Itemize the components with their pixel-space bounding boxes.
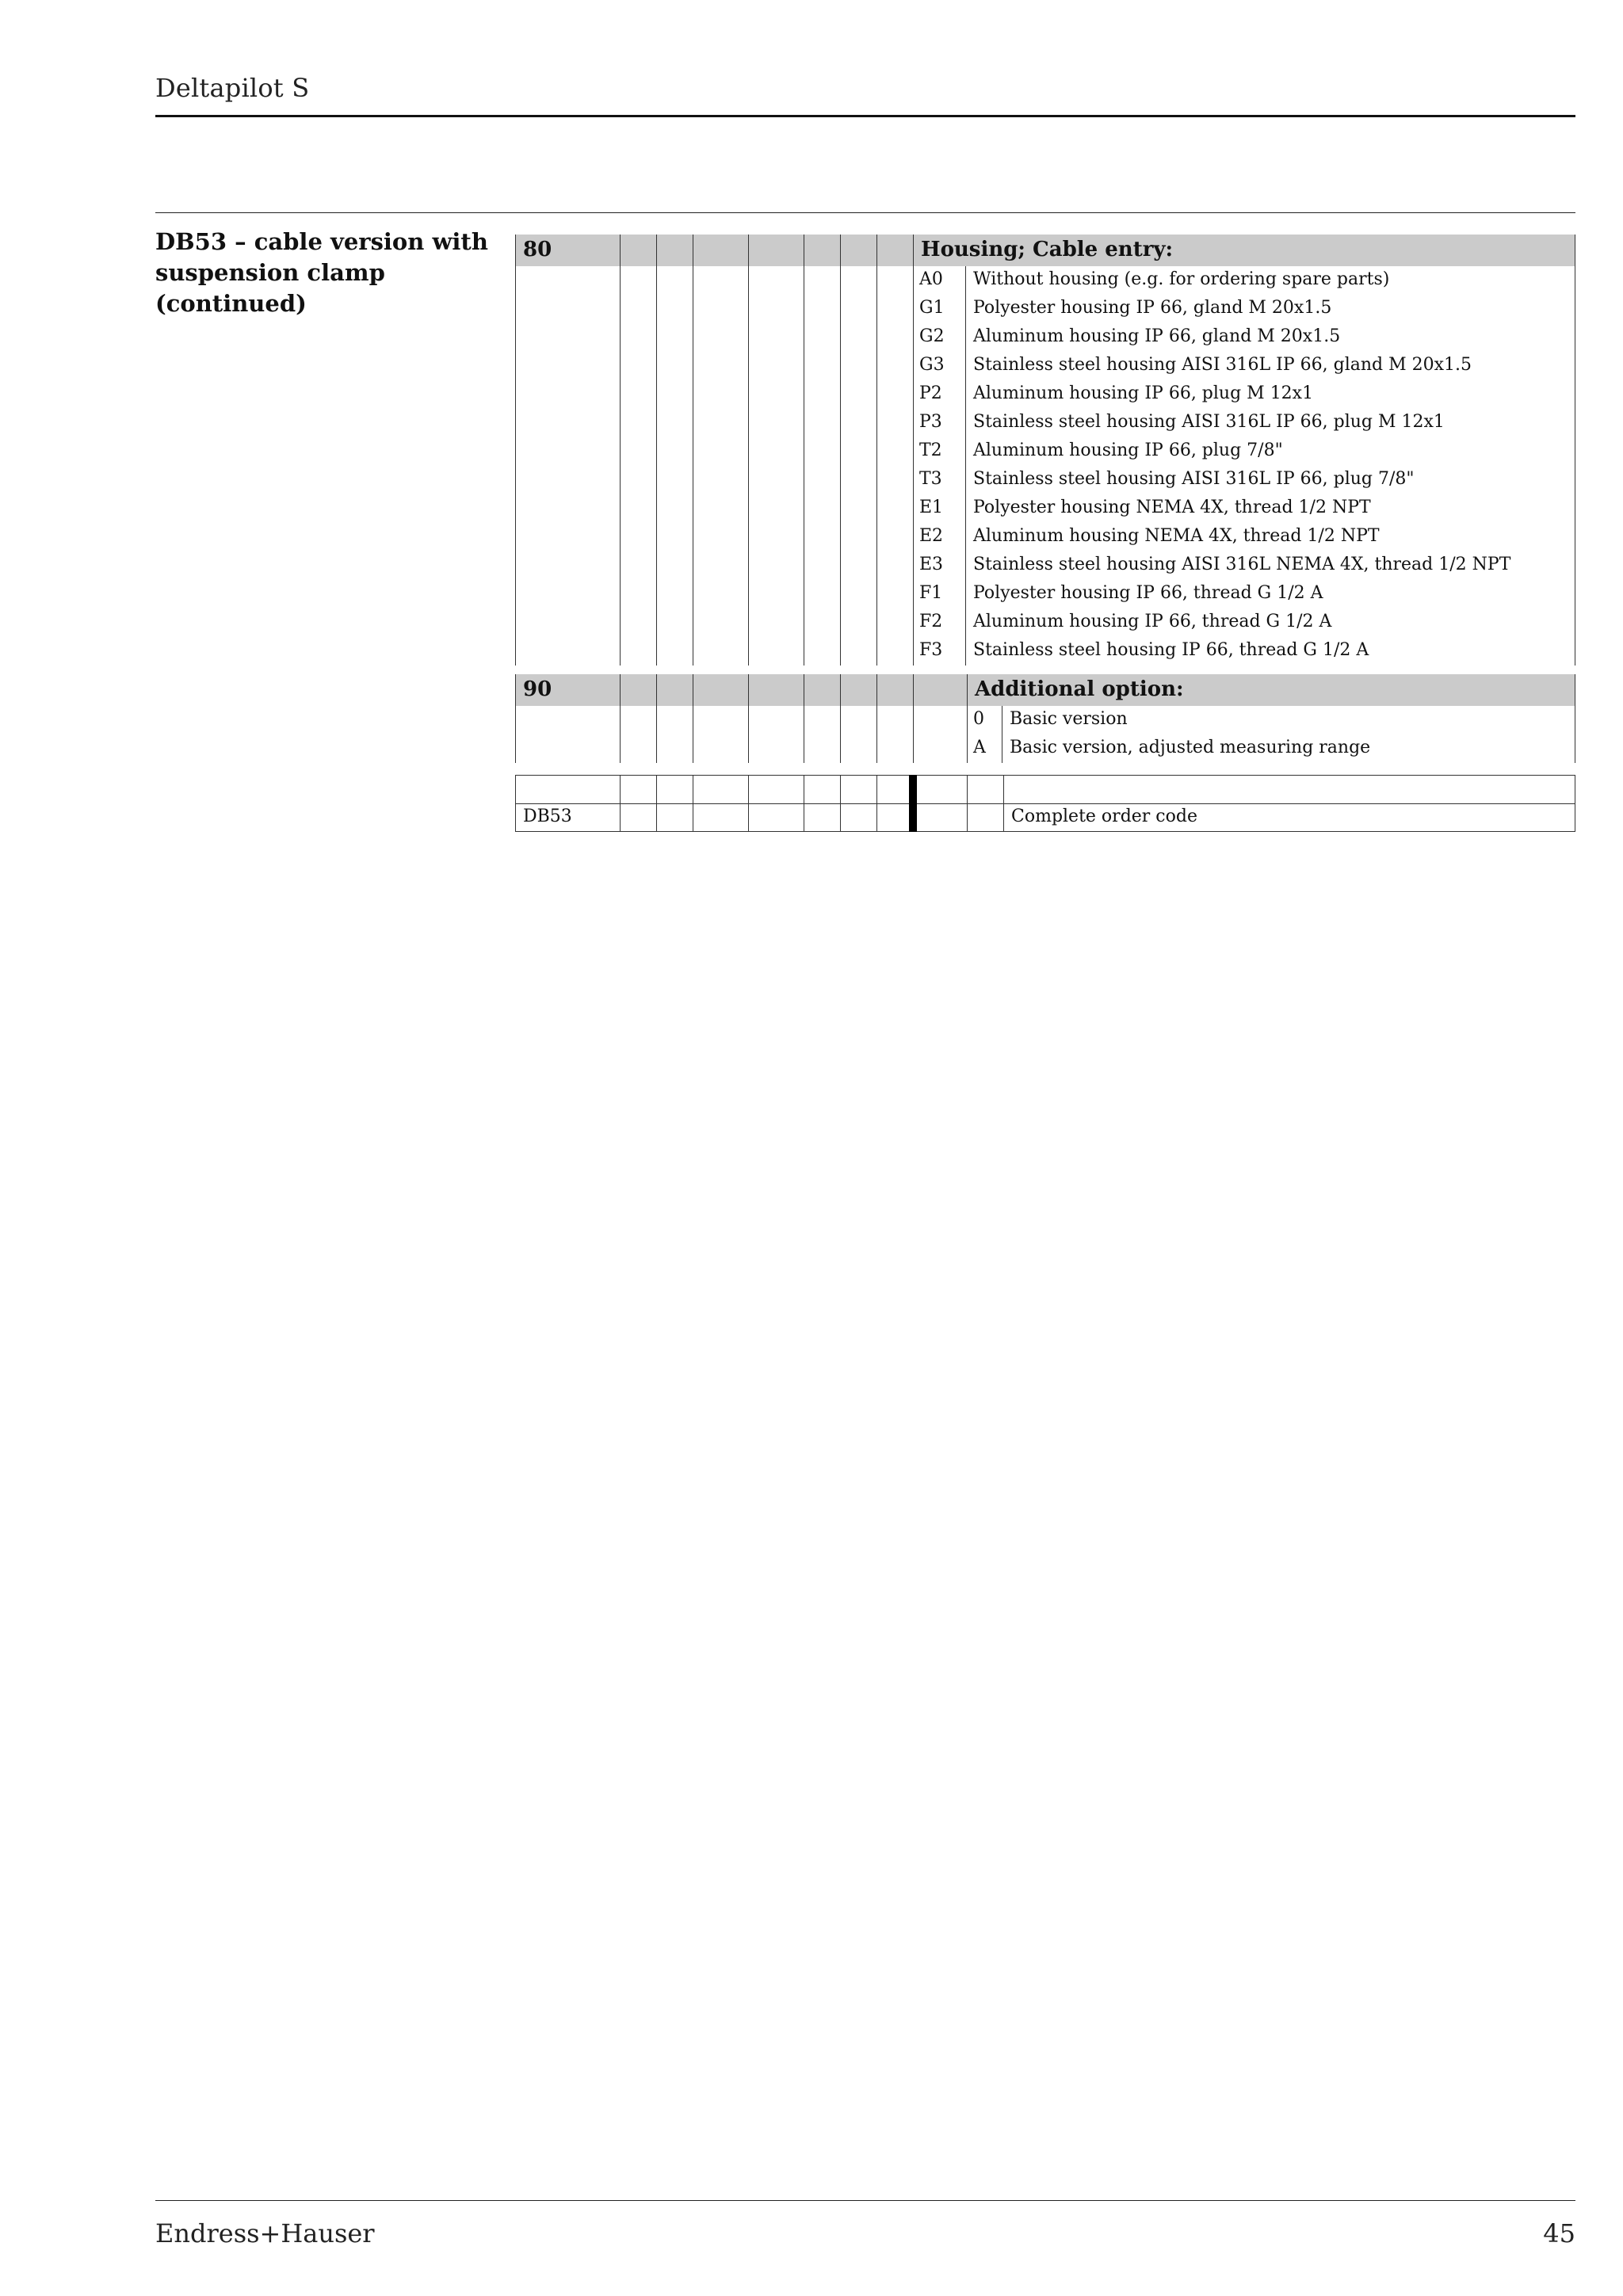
grid-line <box>656 323 657 352</box>
separator-bar <box>909 775 917 803</box>
grid-line <box>967 734 968 763</box>
grid-line <box>656 380 657 409</box>
grid-line <box>656 734 657 763</box>
option-row <box>515 580 1575 608</box>
grid-line <box>876 235 877 266</box>
grid-line <box>965 437 966 466</box>
grid-line <box>876 674 877 706</box>
grid-line <box>876 437 877 466</box>
grid-line <box>876 775 877 803</box>
option-code: E2 <box>919 526 944 546</box>
option-code: G1 <box>919 298 945 318</box>
option-description: Polyester housing IP 66, gland M 20x1.5 <box>973 298 1332 318</box>
option-description: Stainless steel housing AISI 316L IP 66, gland M 20x1.5 <box>973 355 1472 375</box>
grid-line <box>620 734 621 763</box>
grid-line <box>913 323 914 352</box>
grid-line <box>656 674 657 706</box>
block-title: Housing; Cable entry: <box>921 238 1174 261</box>
grid-line <box>840 706 841 734</box>
grid-line <box>515 523 516 551</box>
grid-line <box>876 706 877 734</box>
grid-line <box>840 295 841 323</box>
table-block-80 <box>515 235 1575 666</box>
option-row <box>515 323 1575 352</box>
block-code: 90 <box>523 677 552 701</box>
grid-line <box>515 295 516 323</box>
grid-line <box>840 266 841 295</box>
grid-line <box>965 295 966 323</box>
option-row <box>515 295 1575 323</box>
option-description: Stainless steel housing IP 66, thread G 1/2 A <box>973 640 1369 660</box>
grid-line <box>656 466 657 494</box>
grid-line <box>656 803 657 832</box>
grid-line <box>748 437 749 466</box>
grid-line <box>656 437 657 466</box>
grid-line <box>913 437 914 466</box>
block-header-row <box>515 235 1575 266</box>
grid-line <box>656 608 657 637</box>
option-row <box>515 706 1575 734</box>
grid-line <box>748 580 749 608</box>
grid-line <box>913 523 914 551</box>
grid-line <box>620 266 621 295</box>
option-code: F1 <box>919 583 943 603</box>
grid-line <box>913 608 914 637</box>
grid-line <box>748 295 749 323</box>
grid-line <box>748 494 749 523</box>
order-code-table <box>515 775 1575 832</box>
option-row <box>515 551 1575 580</box>
grid-line <box>620 295 621 323</box>
grid-line <box>967 706 968 734</box>
grid-line <box>913 637 914 666</box>
footer-brand: Endress+Hauser <box>155 2218 375 2248</box>
option-row <box>515 734 1575 763</box>
option-description: Basic version <box>1010 709 1128 729</box>
option-row <box>515 608 1575 637</box>
option-row <box>515 466 1575 494</box>
document-header-title: Deltapilot S <box>155 73 310 103</box>
grid-line <box>620 637 621 666</box>
grid-line <box>840 494 841 523</box>
grid-line <box>965 637 966 666</box>
grid-line <box>515 323 516 352</box>
grid-line <box>913 266 914 295</box>
table-block-90 <box>515 674 1575 763</box>
grid-line <box>620 523 621 551</box>
grid-line <box>656 409 657 437</box>
option-description: Aluminum housing IP 66, plug M 12x1 <box>973 383 1314 403</box>
section-rule <box>155 212 1575 213</box>
grid-line <box>515 551 516 580</box>
option-row <box>515 494 1575 523</box>
grid-line <box>748 551 749 580</box>
option-description: Polyester housing IP 66, thread G 1/2 A <box>973 583 1323 603</box>
grid-line <box>748 706 749 734</box>
grid-line <box>840 637 841 666</box>
grid-line <box>876 608 877 637</box>
grid-line <box>876 266 877 295</box>
grid-line <box>620 323 621 352</box>
grid-line <box>656 580 657 608</box>
option-code: G3 <box>919 355 945 375</box>
grid-line <box>656 266 657 295</box>
grid-line <box>965 466 966 494</box>
grid-line <box>515 380 516 409</box>
option-row <box>515 266 1575 295</box>
grid-line <box>515 494 516 523</box>
grid-line <box>913 466 914 494</box>
grid-line <box>620 551 621 580</box>
grid-line <box>876 637 877 666</box>
option-code: 0 <box>973 709 984 729</box>
option-description: Stainless steel housing AISI 316L IP 66, plug M 12x1 <box>973 412 1445 432</box>
grid-line <box>1003 803 1004 832</box>
option-description: Stainless steel housing AISI 316L NEMA 4X, thread 1/2 NPT <box>973 555 1511 574</box>
grid-line <box>840 674 841 706</box>
grid-line <box>656 706 657 734</box>
option-code: E1 <box>919 498 944 517</box>
block-code: 80 <box>523 238 552 261</box>
grid-line <box>913 235 914 266</box>
grid-line <box>913 580 914 608</box>
option-code: E3 <box>919 555 944 574</box>
grid-line <box>515 235 516 266</box>
grid-line <box>656 235 657 266</box>
grid-line <box>967 803 968 832</box>
grid-line <box>748 466 749 494</box>
grid-line <box>748 235 749 266</box>
grid-line <box>840 235 841 266</box>
option-code: G2 <box>919 326 945 346</box>
grid-line <box>748 637 749 666</box>
grid-line <box>913 352 914 380</box>
grid-line <box>748 266 749 295</box>
grid-line <box>515 706 516 734</box>
option-description: Stainless steel housing AISI 316L IP 66, plug 7/8" <box>973 469 1415 489</box>
grid-line <box>840 409 841 437</box>
grid-line <box>620 409 621 437</box>
grid-line <box>656 494 657 523</box>
grid-line <box>913 295 914 323</box>
grid-line <box>840 380 841 409</box>
grid-line <box>965 266 966 295</box>
option-description: Basic version, adjusted measuring range <box>1010 738 1371 757</box>
grid-line <box>748 323 749 352</box>
header-shade <box>516 674 967 706</box>
grid-line <box>515 409 516 437</box>
grid-line <box>620 466 621 494</box>
grid-line <box>515 674 516 706</box>
grid-line <box>515 580 516 608</box>
grid-line <box>876 323 877 352</box>
grid-line <box>840 466 841 494</box>
grid-line <box>515 352 516 380</box>
block-header-row <box>515 674 1575 706</box>
grid-line <box>840 734 841 763</box>
grid-line <box>840 352 841 380</box>
grid-line <box>876 352 877 380</box>
grid-line <box>965 494 966 523</box>
grid-line <box>748 734 749 763</box>
grid-line <box>748 352 749 380</box>
grid-line <box>656 352 657 380</box>
grid-line <box>840 580 841 608</box>
header-shade <box>516 235 913 266</box>
option-code: F3 <box>919 640 943 660</box>
grid-line <box>965 352 966 380</box>
grid-line <box>876 409 877 437</box>
option-code: A0 <box>919 269 943 289</box>
grid-line <box>913 551 914 580</box>
grid-line <box>748 608 749 637</box>
grid-line <box>515 466 516 494</box>
grid-line <box>748 380 749 409</box>
grid-line <box>965 323 966 352</box>
section-heading: DB53 – cable version with suspension clamp (continued) <box>155 228 488 317</box>
grid-line <box>840 437 841 466</box>
option-description: Aluminum housing NEMA 4X, thread 1/2 NPT <box>973 526 1380 546</box>
order-code-row <box>515 803 1575 832</box>
grid-line <box>515 775 1575 776</box>
grid-line <box>876 803 877 832</box>
grid-line <box>620 494 621 523</box>
grid-line <box>840 803 841 832</box>
option-row <box>515 637 1575 666</box>
order-product-code: DB53 <box>523 807 572 826</box>
grid-line <box>965 580 966 608</box>
option-description: Polyester housing NEMA 4X, thread 1/2 NPT <box>973 498 1371 517</box>
grid-line <box>913 706 914 734</box>
block-title: Additional option: <box>975 677 1184 701</box>
grid-line <box>965 551 966 580</box>
order-code-blank-row <box>515 775 1575 803</box>
grid-line <box>748 775 749 803</box>
grid-line <box>748 674 749 706</box>
grid-line <box>620 352 621 380</box>
grid-line <box>840 523 841 551</box>
grid-line <box>913 734 914 763</box>
grid-line <box>620 706 621 734</box>
option-row <box>515 352 1575 380</box>
grid-line <box>913 674 914 706</box>
grid-line <box>840 775 841 803</box>
separator-bar <box>909 803 917 832</box>
grid-line <box>515 775 516 803</box>
grid-line <box>876 523 877 551</box>
option-code: A <box>973 738 986 757</box>
option-code: P3 <box>919 412 942 432</box>
grid-line <box>876 466 877 494</box>
grid-line <box>656 775 657 803</box>
grid-line <box>620 437 621 466</box>
header-rule <box>155 115 1575 117</box>
option-row <box>515 380 1575 409</box>
grid-line <box>620 380 621 409</box>
grid-line <box>965 380 966 409</box>
grid-line <box>656 551 657 580</box>
option-code: T2 <box>919 441 942 460</box>
grid-line <box>876 551 877 580</box>
grid-line <box>967 775 968 803</box>
option-description: Without housing (e.g. for ordering spare parts) <box>973 269 1390 289</box>
grid-line <box>515 803 1575 804</box>
order-code-label: Complete order code <box>1011 807 1197 826</box>
option-description: Aluminum housing IP 66, thread G 1/2 A <box>973 612 1332 631</box>
grid-line <box>913 409 914 437</box>
grid-line <box>876 494 877 523</box>
grid-line <box>967 674 968 706</box>
grid-line <box>1003 775 1004 803</box>
grid-line <box>876 580 877 608</box>
grid-line <box>515 608 516 637</box>
grid-line <box>656 637 657 666</box>
grid-line <box>656 523 657 551</box>
option-row <box>515 437 1575 466</box>
option-description: Aluminum housing IP 66, plug 7/8" <box>973 441 1283 460</box>
grid-line <box>515 803 516 832</box>
option-code: T3 <box>919 469 942 489</box>
grid-line <box>620 235 621 266</box>
grid-line <box>840 323 841 352</box>
grid-line <box>515 437 516 466</box>
grid-line <box>515 637 516 666</box>
option-code: P2 <box>919 383 942 403</box>
grid-line <box>840 608 841 637</box>
grid-line <box>515 831 1575 832</box>
grid-line <box>620 608 621 637</box>
grid-line <box>965 523 966 551</box>
grid-line <box>620 580 621 608</box>
grid-line <box>620 775 621 803</box>
option-code: F2 <box>919 612 943 631</box>
option-row <box>515 523 1575 551</box>
grid-line <box>515 266 516 295</box>
option-description: Aluminum housing IP 66, gland M 20x1.5 <box>973 326 1341 346</box>
grid-line <box>876 380 877 409</box>
footer-rule <box>155 2200 1575 2201</box>
grid-line <box>620 674 621 706</box>
grid-line <box>876 734 877 763</box>
grid-line <box>515 734 516 763</box>
page-number: 45 <box>1543 2218 1575 2248</box>
grid-line <box>748 409 749 437</box>
grid-line <box>913 380 914 409</box>
grid-line <box>620 803 621 832</box>
grid-line <box>913 494 914 523</box>
grid-line <box>748 523 749 551</box>
grid-line <box>748 803 749 832</box>
grid-line <box>840 551 841 580</box>
grid-line <box>965 409 966 437</box>
grid-line <box>965 608 966 637</box>
grid-line <box>656 295 657 323</box>
grid-line <box>876 295 877 323</box>
option-row <box>515 409 1575 437</box>
